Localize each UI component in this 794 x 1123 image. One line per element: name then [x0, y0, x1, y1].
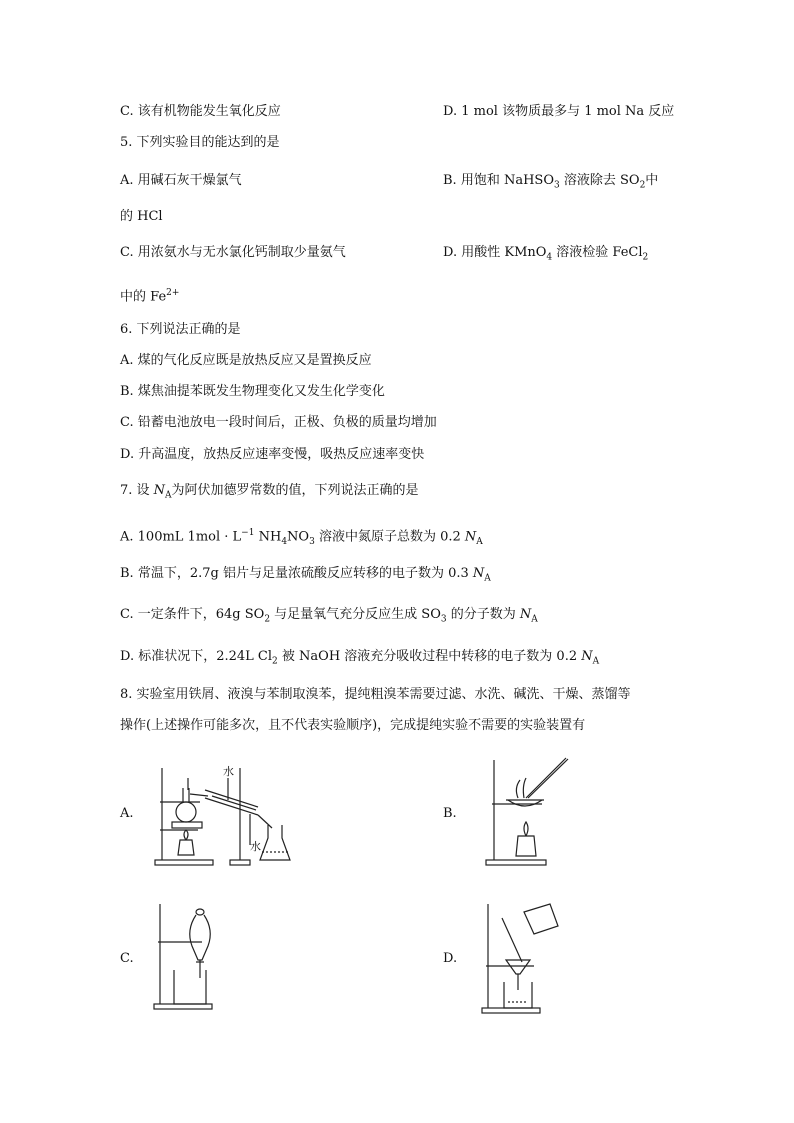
q5-stem: 5. 下列实验目的能达到的是	[120, 135, 280, 150]
q5-option-c: C. 用浓氨水与无水氯化钙制取少量氨气	[120, 245, 346, 260]
evaporation-apparatus	[480, 756, 580, 868]
q6-option-c: C. 铅蓄电池放电一段时间后，正极、负极的质量均增加	[120, 415, 437, 430]
distillation-apparatus	[150, 760, 300, 868]
q4-option-c: C. 该有机物能发生氧化反应	[120, 104, 281, 119]
q5-option-b: B. 用饱和 NaHSO$_3$ 溶液除去 $SO_2$中	[443, 173, 659, 191]
q6-stem: 6. 下列说法正确的是	[120, 322, 241, 337]
q6-option-b: B. 煤焦油提苯既发生物理变化又发生化学变化	[120, 384, 385, 399]
water-inlet-label: 水	[223, 765, 234, 778]
q7-option-b: B. 常温下，2.7g 铝片与足量浓硫酸反应转移的电子数为 0.3 $N_A$	[120, 566, 491, 584]
q8-stem-line2: 操作(上述操作可能多次，且不代表实验顺序)，完成提纯实验不需要的实验装置有	[120, 718, 586, 733]
q8-label-a: A.	[120, 806, 134, 821]
q5-option-d-continued: 中的 $Fe^{2+}$	[120, 288, 180, 305]
separatory-funnel-apparatus	[150, 900, 230, 1012]
q6-option-d: D. 升高温度，放热反应速率变慢，吸热反应速率变快	[120, 447, 425, 462]
water-outlet-label: 水	[250, 840, 261, 853]
q5-option-b-continued: 的 HCl	[120, 209, 163, 224]
q7-option-c: C. 一定条件下，64g $SO_2$ 与足量氧气充分反应生成 $SO_3$ 的分子数为 $N_A$	[120, 607, 538, 625]
q7-stem: 7. 设 $N_A$为阿伏加德罗常数的值，下列说法正确的是	[120, 483, 419, 501]
q6-option-a: A. 煤的气化反应既是放热反应又是置换反应	[120, 353, 372, 368]
q8-stem-line1: 8. 实验室用铁屑、液溴与苯制取溴苯，提纯粗溴苯需要过滤、水洗、碱洗、干燥、蒸馏等	[120, 687, 631, 702]
q7-option-d: D. 标准状况下，2.24L $Cl_2$ 被 NaOH 溶液充分吸收过程中转移的电子数为 0.2 $N_A$	[120, 649, 600, 667]
q7-option-a: A. 100mL $1mol \cdot L^{-1}$ $NH_4NO_3$ 溶液中氮原子总数为 0.2 $N_A$	[120, 528, 483, 547]
filtration-apparatus	[478, 900, 568, 1016]
q5-option-a: A. 用碱石灰干燥氯气	[120, 173, 242, 188]
q8-label-c: C.	[120, 951, 134, 966]
q5-option-d: D. 用酸性 KMnO$_4$ 溶液检验 FeCl$_2$	[443, 245, 649, 263]
q8-label-d: D.	[443, 951, 458, 966]
q8-label-b: B.	[443, 806, 457, 821]
q4-option-d: D. 1 mol 该物质最多与 1 mol Na 反应	[443, 104, 675, 119]
